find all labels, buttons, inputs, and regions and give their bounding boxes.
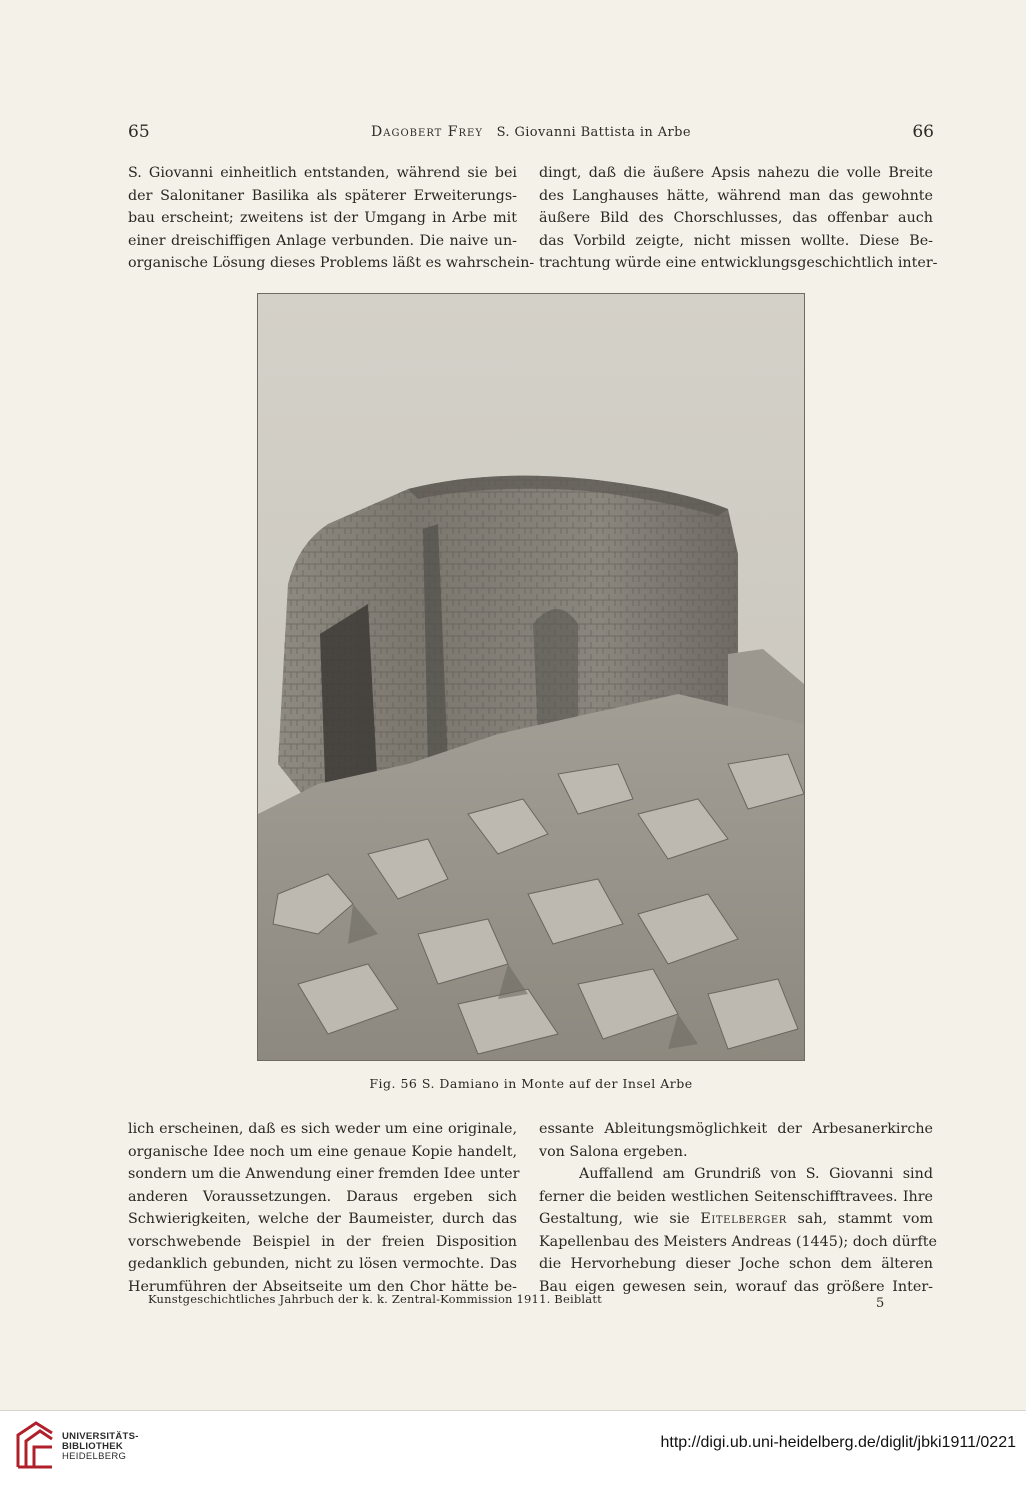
- text-line: Auffallend am Grundriß von S. Giovanni sind: [579, 1166, 933, 1182]
- text-line: von Salona ergeben.: [539, 1143, 688, 1160]
- header-title-line: [128, 124, 934, 140]
- running-header: [128, 122, 934, 142]
- text-column-top-right: [539, 162, 938, 275]
- name-eitelberger: Eitelberger: [700, 1211, 787, 1227]
- text-line: der Salonitaner Basilika als späterer Erweiterungs-: [128, 187, 517, 204]
- viewer-footer-bar: [0, 1410, 1026, 1486]
- text-column-bottom-right: [539, 1118, 937, 1298]
- text-line: die Hervorhebung dieser Joche schon dem älteren: [539, 1256, 933, 1272]
- text-line: sondern um die Anwendung einer fremden Idee unter: [128, 1166, 520, 1182]
- text-line: das Vorbild zeigte, nicht missen wollte. Diese Be-: [539, 232, 933, 249]
- header-author: Dagobert Frey: [371, 124, 483, 140]
- library-name-line: HEIDELBERG: [62, 1451, 127, 1462]
- text-line: ferner die beiden westlichen Seitenschifftravees. Ihre: [539, 1188, 933, 1205]
- figure-caption: Fig. 56 S. Damiano in Monte auf der Insel Arbe: [369, 1076, 693, 1091]
- text-fragment: Gestaltung, wie sie: [539, 1211, 690, 1227]
- signature-mark: 5: [876, 1296, 885, 1311]
- text-line: essante Ableitungsmöglichkeit der Arbesanerkirche: [539, 1121, 933, 1137]
- text-column-bottom-left: [128, 1118, 520, 1298]
- text-line: Schwierigkeiten, welche der Baumeister, durch das: [128, 1211, 517, 1227]
- text-line: organische Lösung dieses Problems läßt es wahrschein-: [128, 255, 535, 271]
- text-line: einer dreischiffigen Anlage verbunden. Die naive un-: [128, 232, 517, 249]
- page-number-right: 66: [912, 122, 934, 142]
- library-name-line: BIBLIOTHEK: [62, 1441, 124, 1452]
- text-line: Kapellenbau des Meisters Andreas (1445); doch dürfte: [539, 1233, 937, 1250]
- library-name-line: UNIVERSITÄTS-: [62, 1431, 139, 1442]
- page-number-left: 65: [128, 122, 150, 142]
- figure-photo-ruin: [257, 293, 805, 1061]
- text-line: [539, 1208, 933, 1231]
- text-line: Bau eigen gewesen sein, worauf das größere Inter-: [539, 1278, 933, 1295]
- permalink-url[interactable]: http://digi.ub.uni-heidelberg.de/diglit/jbki1911/0221: [660, 1434, 1016, 1451]
- text-column-top-left: [128, 162, 535, 275]
- text-line: organische Idee noch um eine genaue Kopie handelt,: [128, 1143, 517, 1160]
- header-title: S. Giovanni Battista in Arbe: [496, 125, 691, 140]
- page-footer: Kunstgeschichtliches Jahrbuch der k. k. Zentral-Kommission 1911. Beiblatt: [148, 1292, 602, 1306]
- text-line: lich erscheinen, daß es sich weder um eine originale,: [128, 1121, 517, 1137]
- text-line: anderen Voraussetzungen. Daraus ergeben sich: [128, 1188, 517, 1205]
- text-line: vorschwebende Beispiel in der freien Disposition: [128, 1233, 517, 1250]
- text-fragment: sah, stammt vom: [797, 1211, 934, 1227]
- text-line: dingt, daß die äußere Apsis nahezu die volle Breite: [539, 165, 933, 181]
- text-line: bau erscheint; zweitens ist der Umgang in Arbe mit: [128, 210, 517, 226]
- text-line: Herumführen der Abseitseite um den Chor hätte be-: [128, 1278, 517, 1295]
- library-logo-icon: [12, 1419, 58, 1471]
- text-line: trachtung würde eine entwicklungsgeschichtlich inter-: [539, 255, 938, 271]
- text-line: gedanklich gebunden, nicht zu lösen vermochte. Das: [128, 1256, 517, 1272]
- text-line: des Langhauses hätte, während man das gewohnte: [539, 187, 933, 204]
- text-line: S. Giovanni einheitlich entstanden, während sie bei: [128, 165, 517, 181]
- library-name: [62, 1432, 139, 1462]
- text-line: äußere Bild des Chorschlusses, das offenbar auch: [539, 210, 933, 226]
